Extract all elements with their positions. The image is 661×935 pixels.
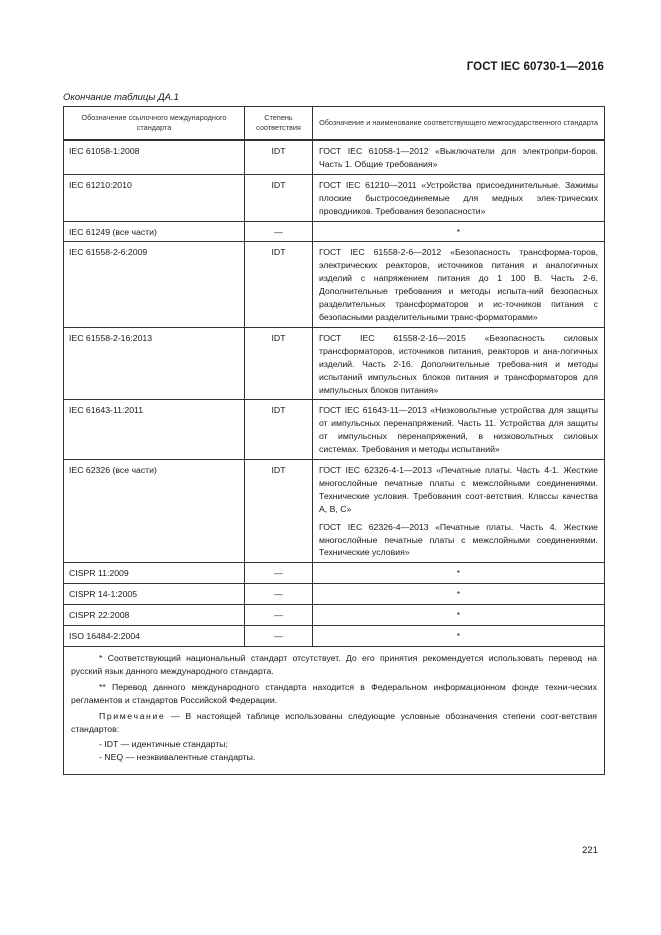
- cell-degree: IDT: [245, 175, 313, 221]
- interstate-standard-entry: ГОСТ IEC 62326-4—2013 «Печатные платы. Часть 4. Жесткие многослойные печатные платы с межслойными соединениями. Технические условия»: [319, 521, 598, 558]
- column-header-intl-standard: Обозначение ссылочного международного стандарта: [64, 107, 245, 139]
- cell-interstate-standard: ГОСТ IEC 61558-2-6—2012 «Безопасность трансформа-торов, электрических реакторов, источников питания и аналогичных изделий с напряжением питания до 1 100 В. Часть 2-6. Дополнительные требования и методы испыта-ний безопасных разделительных трансформаторов и ис-точников питания с безопасными разделительными транс-форматорами»: [319, 247, 598, 322]
- cell-interstate-standard: ГОСТ IEC 61210—2011 «Устройства присоединительные. Зажимы плоские быстросоединяемые для медных элек-трических проводников. Требования безопасности»: [319, 179, 598, 216]
- cell-degree: —: [245, 584, 313, 604]
- table-caption: Окончание таблицы ДА.1: [63, 92, 179, 103]
- reference-table: [63, 106, 605, 775]
- cell-degree: IDT: [245, 328, 313, 400]
- cell-interstate-standard: [313, 460, 604, 562]
- list-item: - NEQ — неэквивалентные стандарты.: [99, 752, 256, 763]
- cell-intl-standard: IEC 61558-2-6:2009: [64, 242, 245, 326]
- table-row: [64, 605, 604, 626]
- cell-degree: IDT: [245, 141, 313, 174]
- cell-intl-standard: IEC 61249 (все части): [64, 222, 245, 242]
- cell-degree: —: [245, 626, 313, 646]
- cell-intl-standard: CISPR 14-1:2005: [64, 584, 245, 604]
- table-row: [64, 563, 604, 584]
- table-row: [64, 584, 604, 605]
- cell-interstate-standard: *: [456, 568, 461, 579]
- footnote-single-asterisk: * Соответствующий национальный стандарт отсутствует. До его принятия рекомендуется использовать перевод на русский язык данного международного стандарта.: [71, 653, 597, 676]
- column-header-interstate-standard: Обозначение и наименование соответствующего межгосударственного стандарта: [319, 118, 598, 127]
- document-header-title: ГОСТ IEC 60730-1—2016: [466, 61, 604, 73]
- cell-interstate-standard: *: [456, 226, 461, 237]
- page-number: 221: [582, 845, 598, 856]
- cell-interstate-standard: ГОСТ IEC 61058-1—2012 «Выключатели для электропри-боров. Часть 1. Общие требования»: [319, 146, 598, 169]
- column-header-degree: Степень соответствия: [245, 107, 313, 139]
- cell-interstate-standard: ГОСТ IEC 61643-11—2013 «Низковольтные устройства для защиты от импульсных перенапряжений. Часть 11. Устройства для защиты от импульсных перенапряжений, в низковольтных силовых системах. Требования и методы испытаний»: [319, 405, 598, 455]
- cell-degree: IDT: [245, 460, 313, 562]
- cell-intl-standard: ISO 16484-2:2004: [64, 626, 245, 646]
- cell-degree: —: [245, 605, 313, 625]
- cell-interstate-standard: ГОСТ IEC 61558-2-16—2015 «Безопасность силовых трансформаторов, источников питания, реакторов и ана-логичных изделий. Часть 2-16. Дополнительные требова-ния и методы испытаний импульсных блоков питания и трансформаторов для импульсных блоков питания»: [319, 332, 598, 395]
- table-row: [64, 242, 604, 327]
- table-row: [64, 222, 604, 243]
- note-label: Примечание: [99, 710, 166, 721]
- cell-interstate-standard: *: [456, 589, 461, 600]
- cell-intl-standard: CISPR 11:2009: [64, 563, 245, 583]
- cell-degree: IDT: [245, 242, 313, 326]
- cell-degree: IDT: [245, 400, 313, 459]
- note-text: — В настоящей таблице использованы следующие условные обозначения степени соот-ветствия стандартов:: [71, 710, 597, 734]
- cell-intl-standard: IEC 61058-1:2008: [64, 141, 245, 174]
- table-row: [64, 141, 604, 175]
- table-notes: [64, 647, 604, 774]
- cell-interstate-standard: *: [456, 610, 461, 621]
- table-row: [64, 328, 604, 401]
- table-header: [64, 107, 604, 141]
- table-row: [64, 460, 604, 563]
- table-row: [64, 626, 604, 647]
- interstate-standard-entry: ГОСТ IEC 62326-4-1—2013 «Печатные платы. Часть 4-1. Жесткие многослойные печатные платы с межслойными соединениями. Технические условия. Требования соот-ветствия. Классы качества А, В, С»: [319, 465, 598, 514]
- cell-intl-standard: IEC 61643-11:2011: [64, 400, 245, 459]
- cell-intl-standard: CISPR 22:2008: [64, 605, 245, 625]
- cell-intl-standard: IEC 62326 (все части): [64, 460, 245, 562]
- cell-degree: —: [245, 563, 313, 583]
- cell-intl-standard: IEC 61558-2-16:2013: [64, 328, 245, 400]
- cell-interstate-standard: *: [456, 631, 461, 642]
- table-row: [64, 175, 604, 222]
- table-row: [64, 400, 604, 460]
- note-paragraph: [71, 710, 597, 736]
- cell-intl-standard: IEC 61210:2010: [64, 175, 245, 221]
- list-item: - IDT — идентичные стандарты;: [99, 739, 228, 750]
- footnote-double-asterisk: ** Перевод данного международного стандарта находится в Федеральном информационном фонде техни-ческих регламентов и стандартов Российской Федерации.: [71, 681, 597, 705]
- cell-degree: —: [245, 222, 313, 242]
